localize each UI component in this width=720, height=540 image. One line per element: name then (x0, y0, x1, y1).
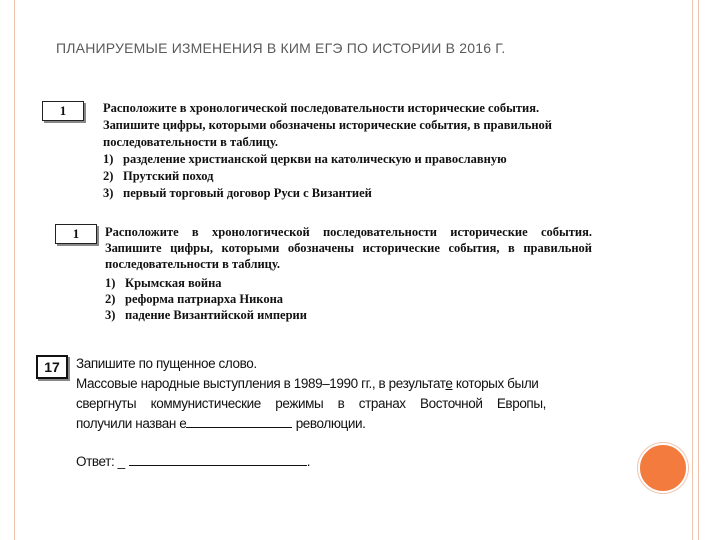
task17-block (76, 354, 546, 472)
slide-border-right (692, 0, 693, 540)
list-item: 1) разделение христианской церкви на католическую и православную (103, 152, 507, 166)
task1a-prompt-line: последовательности в таблицу. (103, 135, 279, 149)
task-number-box: 1 (42, 101, 84, 121)
answer-blank (129, 453, 307, 466)
task1a-options (103, 151, 573, 202)
task17-text-line: Массовые народные выступления в 1989–1990 гг., в результате которых были (76, 376, 539, 391)
task1b-prompt-line: последовательности в таблицу. (105, 257, 281, 271)
task17-instruction: Запишите по пущенное слово. (76, 356, 257, 371)
task17-text-line: свергнуты коммунистические режимы в странах Восточной Европы, (76, 396, 546, 411)
task1a-prompt-line: Расположите в хронологической последовательности исторические события. (103, 101, 540, 115)
list-item: 2) реформа патриарха Никона (105, 292, 284, 306)
list-item: 3) падение Византийской империи (105, 308, 307, 322)
task17-text-line: получили назван е революции. (76, 416, 366, 431)
task1a-block (103, 100, 573, 202)
list-item: 1) Крымская война (105, 276, 222, 290)
task1b-options (105, 275, 505, 323)
task-number-box: 17 (36, 355, 68, 379)
answer-blank (186, 415, 292, 428)
task1b-block (105, 224, 592, 272)
list-item: 3) первый торговый договор Руси с Византией (103, 186, 372, 200)
task1b-prompt-line: Запишите цифры, которыми обозначены исторические события, в правильной (105, 241, 592, 255)
answer-line: Ответ: _ . (76, 454, 311, 469)
task-number-box: 1 (55, 224, 97, 244)
task1b-options-block (105, 275, 505, 323)
list-item: 2) Прутский поход (103, 169, 214, 183)
decorative-circle (638, 443, 688, 493)
slide-border-left (14, 0, 15, 540)
task1a-prompt-line: Запишите цифры, которыми обозначены исторические события, в правильной (103, 118, 552, 132)
page-title: ПЛАНИРУЕМЫЕ ИЗМЕНЕНИЯ В КИМ ЕГЭ ПО ИСТОРИИ В 2016 Г. (56, 40, 506, 56)
task1b-prompt-line: Расположите в хронологической последовательности исторические события. (105, 225, 592, 239)
slide-border-right-inner (698, 0, 699, 540)
